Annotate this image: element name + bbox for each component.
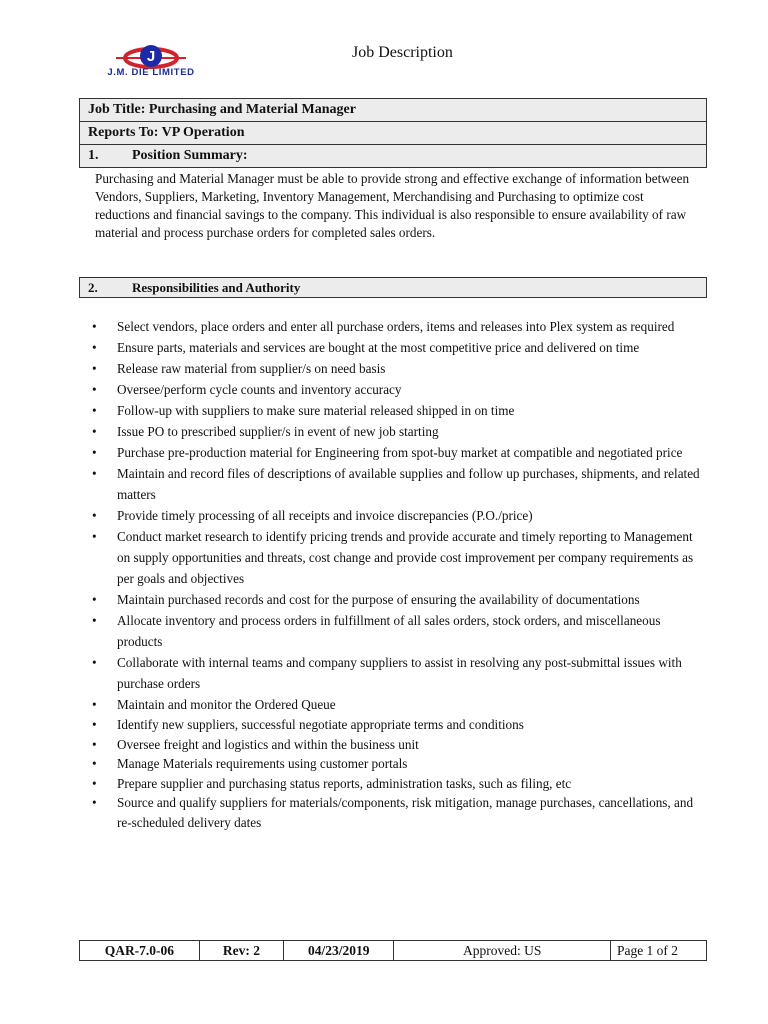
list-item: • Conduct market research to identify pricing trends and provide accurate and timely reporting to Management on supply opportunities and threats, cost change and provide cost improvement per company requirements as per goals and objectives [92, 526, 704, 589]
list-item: • Issue PO to prescribed supplier/s in event of new job starting [92, 421, 704, 442]
list-item: • Manage Materials requirements using customer portals [92, 754, 704, 774]
revision: Rev: 2 [199, 941, 283, 961]
list-item: • Allocate inventory and process orders in fulfillment of all sales orders, stock orders, and miscellaneous products [92, 610, 704, 652]
list-item: • Collaborate with internal teams and company suppliers to assist in resolving any post-submittal issues with purchase orders [92, 652, 704, 694]
list-item: • Identify new suppliers, successful negotiate appropriate terms and conditions [92, 715, 704, 735]
revision-date: 04/23/2019 [284, 941, 394, 961]
list-item: • Maintain and monitor the Ordered Queue [92, 694, 704, 715]
list-item: • Prepare supplier and purchasing status reports, administration tasks, such as filing, etc [92, 774, 704, 794]
logo-letter: J [146, 48, 156, 65]
job-title: Job Title: Purchasing and Material Manager [80, 99, 707, 122]
list-item: • Oversee/perform cycle counts and inventory accuracy [92, 379, 704, 400]
list-item: • Select vendors, place orders and enter all purchase orders, items and releases into Plex system as required [92, 316, 704, 337]
list-item: • Ensure parts, materials and services are bought at the most competitive price and delivered on time [92, 337, 704, 358]
section-1-title: Position Summary: [132, 148, 248, 163]
responsibilities-list [92, 316, 704, 832]
list-item: • Release raw material from supplier/s on need basis [92, 358, 704, 379]
section-1-number: 1. [88, 148, 99, 163]
document-code: QAR-7.0-06 [80, 941, 200, 961]
document-footer [79, 940, 707, 961]
list-item: • Source and qualify suppliers for materials/components, risk mitigation, manage purchases, cancellations, and re-scheduled delivery dates [92, 793, 704, 832]
section-2-number: 2. [88, 279, 98, 295]
page-number: Page 1 of 2 [610, 941, 706, 961]
list-item: • Purchase pre-production material for Engineering from spot-buy market at compatible and negotiated price [92, 442, 704, 463]
section-1-heading [80, 145, 707, 168]
list-item: • Oversee freight and logistics and within the business unit [92, 735, 704, 755]
job-info-table [79, 98, 707, 168]
document-title: Job Description [352, 44, 453, 61]
list-item: • Maintain purchased records and cost for the purpose of ensuring the availability of documentations [92, 589, 704, 610]
list-item: • Follow-up with suppliers to make sure material released shipped in on time [92, 400, 704, 421]
list-item: • Provide timely processing of all receipts and invoice discrepancies (P.O./price) [92, 505, 704, 526]
list-item: • Maintain and record files of descriptions of available supplies and follow up purchases, shipments, and related matters [92, 463, 704, 505]
position-summary: Purchasing and Material Manager must be able to provide strong and effective exchange of information between Vendors, Suppliers, Marketing, Inventory Management, Merchandising and Purchasing to optimize cost reductions and financial savings to the company. This individual is also responsible to ensure availability of raw material and process purchase orders for completed sales orders. [95, 171, 690, 240]
section-2-heading [79, 277, 707, 298]
section-2-title: Responsibilities and Authority [132, 279, 301, 295]
company-name: J.M. DIE LIMITED [107, 67, 195, 78]
approved-by: Approved: US [394, 941, 611, 961]
reports-to: Reports To: VP Operation [80, 122, 707, 145]
